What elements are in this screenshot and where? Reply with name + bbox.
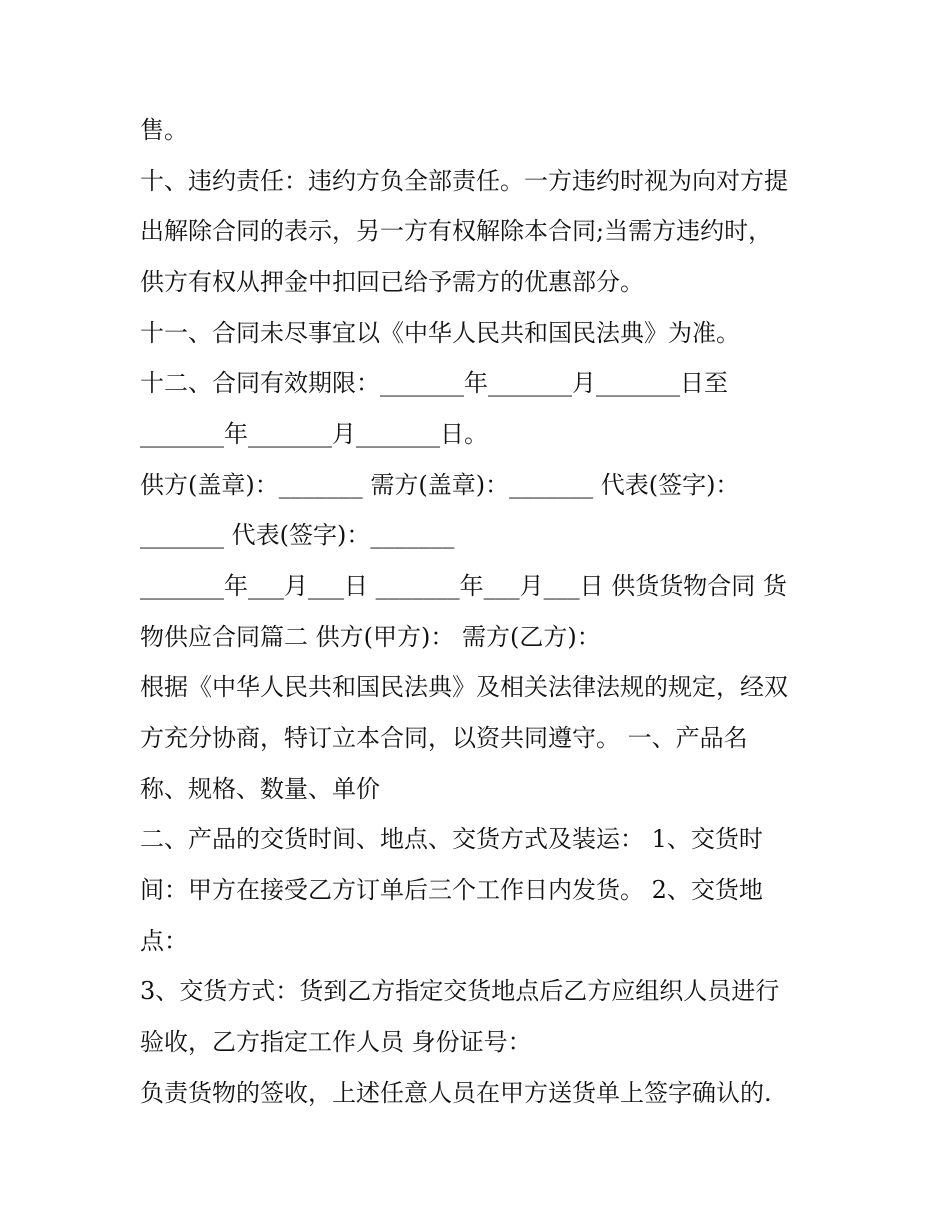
text-line: 出解除合同的表示，另一方有权解除本合同;当需方违约时， bbox=[140, 217, 773, 245]
text-line: 验收，乙方指定工作人员 身份证号： bbox=[140, 1028, 532, 1056]
text-line: 供方有权从押金中扣回已给予需方的优惠部分。 bbox=[140, 268, 644, 296]
text-line: 供方(盖章)：_______ 需方(盖章)：_______ 代表(签字)： bbox=[140, 471, 740, 499]
text-line: _______ 代表(签字)：_______ bbox=[140, 521, 455, 549]
text-line: _______年___月___日 _______年___月___日 供货货物合同 货 bbox=[140, 572, 787, 600]
text-line: 物供应合同篇二 供方(甲方)： 需方(乙方)： bbox=[140, 623, 601, 651]
text-line: 售。 bbox=[140, 116, 188, 144]
text-line: 称、规格、数量、单价 bbox=[140, 775, 380, 803]
text-line: 间：甲方在接受乙方订单后三个工作日内发货。 2、交货地 bbox=[140, 876, 763, 904]
text-line: _______年_______月_______日。 bbox=[140, 420, 488, 448]
text-line: 方充分协商，特订立本合同，以资共同遵守。 一、产品名 bbox=[140, 724, 748, 752]
text-line: 3、交货方式：货到乙方指定交货地点后乙方应组织人员进行 bbox=[140, 977, 780, 1005]
text-line: 点： bbox=[140, 927, 188, 955]
text-line: 十、违约责任：违约方负全部责任。一方违约时视为向对方提 bbox=[140, 167, 788, 195]
text-line: 二、产品的交货时间、地点、交货方式及装运： 1、交货时 bbox=[140, 825, 763, 853]
text-line: 根据《中华人民共和国民法典》及相关法律法规的规定，经双 bbox=[140, 673, 788, 701]
text-line: 十二、合同有效期限：_______年_______月_______日至 bbox=[140, 369, 728, 397]
text-line: 十一、合同未尽事宜以《中华人民共和国民法典》为准。 bbox=[140, 319, 740, 347]
text-line: 负责货物的签收，上述任意人员在甲方送货单上签字确认的. bbox=[140, 1079, 772, 1107]
